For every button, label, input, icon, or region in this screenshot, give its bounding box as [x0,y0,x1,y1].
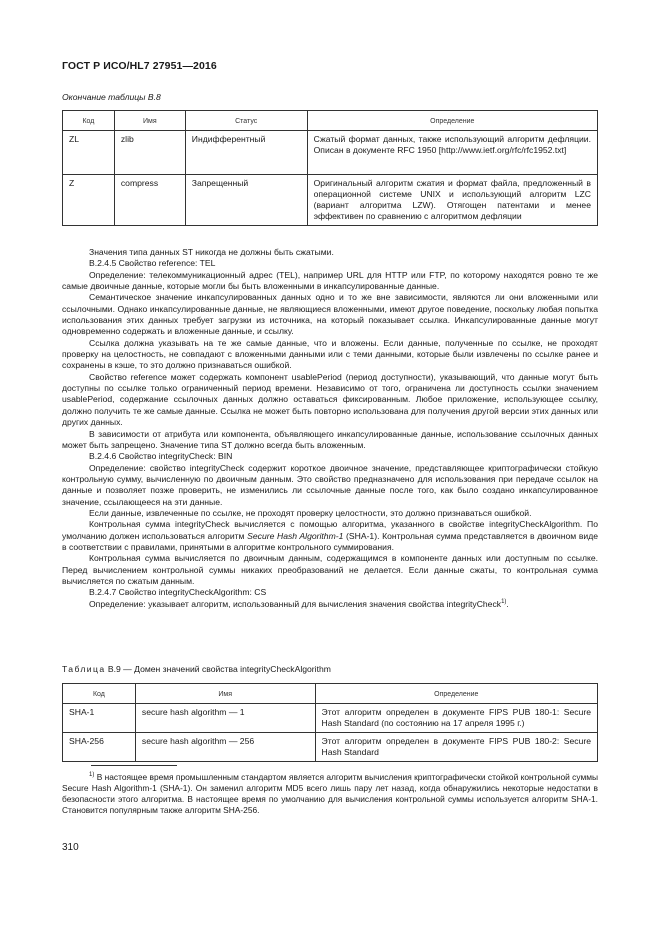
cell-status: Индифферентный [185,131,307,175]
table-row [63,175,598,226]
cell-name: secure hash algorithm — 1 [135,704,315,733]
paragraph: Контрольная сумма вычисляется по двоичным данным, содержащимся в компоненте данных или доступным по ссылке. Перед вычислением контрольной суммы никаких преобразований не делается. Если данные сжаты, то контрольная сумма вычисляется по сжатым данным. [62,553,598,586]
cell-code: SHA-256 [63,733,136,762]
cell-code: Z [63,175,115,226]
paragraph: Значения типа данных ST никогда не должны быть сжатыми. [89,247,334,257]
footnote-ref: 1) [501,598,507,605]
cell-definition: Этот алгоритм определен в документе FIPS PUB 180-1: Secure Hash Standard (по состоянию на 17 апреля 1995 г.) [315,704,597,733]
cell-definition: Этот алгоритм определен в документе FIPS PUB 180-2: Secure Hash Standard [315,733,597,762]
cell-definition: Оригинальный алгоритм сжатия и формат файла, предложенный в операционной системе UNIX и использующий алгоритм LZC (вариант алгоритма LZW). Отягощен патентами и менее эффективен по сравнению с алгоритмом дефляции [307,175,597,226]
table-header-row [63,111,598,131]
column-header-name: Имя [114,111,185,131]
table-row [63,733,598,762]
paragraph: Ссылка должна указывать на те же самые данные, что и вложены. Если данные, полученные по ссылке, не проходят проверку на целостность, не совпадают с вложенными данными или с теми данными, которые были извлечены по ссылке ранее и сохранены в кэше, то это должно признаваться ошибкой. [62,337,598,371]
paragraph: Семантическое значение инкапсулированных данных одно и то же вне зависимости, являются ли они вложенными или ссылочными. Однако инкапсулированные данные, не являющиеся вложенными, имеют другое поведение, поскольку любая попытка использования этих данных требует загрузки из источника, на который показывает ссылка. Инкапсулированные данные могут одновременно содержать и вложенные данные, и ссылку. [62,292,598,337]
footnote-marker: 1) [89,772,95,779]
table-b9-caption: Таблица В.9 — Домен значений свойства integrityCheckAlgorithm [62,664,331,674]
footnote-text: В настоящее время промышленным стандартом является алгоритм вычисления криптографически стойкой контрольной суммы Secure Hash Algorithm-1 (SHA-1). Он заменил алгоритм MD5 всего лишь пару лет назад, когда обнаружились некоторые недостатки в безопасности этого алгоритма. В настоящее время по умолчанию для вычисления контрольной суммы используется алгоритм SHA-1. Становится популярным также алгоритм SHA-256. [62,772,598,815]
table-row [63,704,598,733]
section-heading: B.2.4.6 Свойство integrityCheck: BIN [89,451,233,462]
column-header-definition: Определение [315,684,597,704]
column-header-status: Статус [185,111,307,131]
section-heading: B.2.4.7 Свойство integrityCheckAlgorithm: CS [89,587,267,598]
cell-code: ZL [63,131,115,175]
cell-code: SHA-1 [63,704,136,733]
column-header-definition: Определение [307,111,597,131]
column-header-name: Имя [135,684,315,704]
column-header-code: Код [63,111,115,131]
paragraph: В зависимости от атрибута или компонента, объявляющего инкапсулированные данные, использование ссылочных данных может быть запрещено. Значение типа ST должно всегда быть вложенным. [62,428,598,450]
cell-definition: Сжатый формат данных, также использующий алгоритм дефляции. Описан в документе RFC 1950 [http://www.ietf.org/rfc/rfc1952.txt] [307,131,597,175]
cell-name: zlib [114,131,185,175]
cell-status: Запрещенный [185,175,307,226]
table-header-row [63,684,598,704]
section-heading: B.2.4.5 Свойство reference: TEL [89,258,216,269]
paragraph: Контрольная сумма integrityCheck вычисляется с помощью алгоритма, указанного в свойстве integrityCheckAlgorithm. По умолчанию должен использоваться алгоритм Secure Hash Algorithm-1 (SHA-1). Контрольная сумма представляется в двоичном виде в соответствии с правилами, принятыми в алгоритме контрольного суммирования. [62,519,598,552]
footnote [62,772,598,816]
paragraph: Определение: свойство integrityCheck содержит короткое двоичное значение, представляющее криптографически стойкую контрольную сумму, вычисленную по двоичным данным. Это свойство предназначено для использования при передаче ссылок на данные и позволяет позже проверить, не изменились ли ссылочные данные после того, как было создано инкапсулированное значение, ссылающееся на эти данные. [62,462,598,507]
cell-name: compress [114,175,185,226]
cell-name: secure hash algorithm — 256 [135,733,315,762]
paragraph: Если данные, извлеченные по ссылке, не проходят проверку целостности, это должно признаваться ошибкой. [89,507,532,518]
paragraph: Свойство reference может содержать компонент usablePeriod (период доступности), указывающий, что данные могут быть доступны по ссылке только ограниченный период времени. Независимо от того, ограничена ли доступность ссылки значением usablePeriod, содержание ссылочных данных должно оставаться фиксированным. Любое приложение, использующее ссылку, должно получить те же самые данные. Ссылка не может быть повторно использована для получения другой версии этих данных или других данных. [62,371,598,428]
paragraph: Определение: указывает алгоритм, использованный для вычисления значения свойства integrityCheck$^{1)}$. [89,598,509,609]
table-b8 [62,110,598,226]
page-number: 310 [62,842,79,853]
table-b8-caption: Окончание таблицы В.8 [62,92,161,102]
footnote-divider [91,765,177,766]
table-row [63,131,598,175]
page-header-title: ГОСТ Р ИСО/HL7 27951—2016 [62,60,217,72]
body-text [62,247,598,610]
paragraph: Определение: телекоммуникационный адрес (TEL), например URL для HTTP или FTP, по которому находятся ровно те же самые двоичные данные, которые могли бы быть вложенными в инкапсулированные данные. [62,269,598,292]
table-b9 [62,683,598,762]
column-header-code: Код [63,684,136,704]
